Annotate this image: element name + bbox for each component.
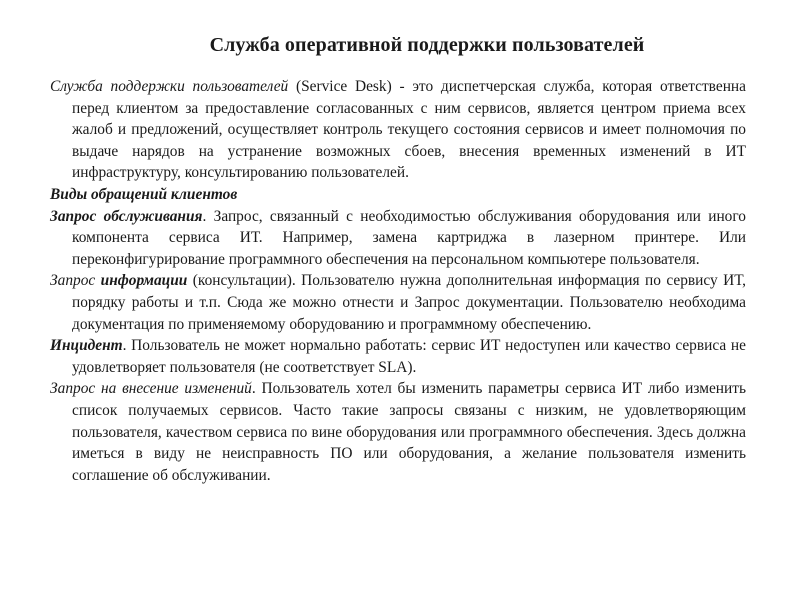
term-service-request: Запрос обслуживания [50, 207, 203, 225]
text-incident: . Пользователь не может нормально работать: сервис ИТ недоступен или качество сервиса не удовлетворяет пользователя (не соответствует SLA). [72, 337, 746, 376]
paragraph-incident [50, 335, 746, 378]
text-service-desk: (Service Desk) - это диспетчерская служба, которая ответственна перед клиентом за предоставление согласованных с ним сервисов, является центром приема всех жалоб и предложений, осуществляет контроль текущего состояния сервисов и имеет полномочия по выдаче нарядов на устранение возможных сбоев, внесения временных изменений в ИТ инфраструктуру, консультированию пользователей. [72, 78, 746, 182]
page-title: Служба оперативной поддержки пользователей [209, 34, 645, 56]
text-service-request: . Запрос, связанный с необходимостью обслуживания оборудования или иного компонента сервиса ИТ. Например, замена картриджа в лазерном принтере. Или переконфигурирование программного обеспечения на персональном компьютере пользователя. [72, 207, 747, 268]
term-change-request: Запрос на внесение изменений [50, 380, 252, 398]
section-heading: Виды обращений клиентов [50, 185, 238, 203]
paragraph-info-request [50, 270, 746, 335]
text-change-request: . Пользователь хотел бы изменить параметры сервиса ИТ либо изменить список получаемых сервисов. Часто такие запросы связаны с низким, не удовлетворяющим пользователя, качеством сервиса по вине оборудования или программного обеспечения. Здесь должна иметься в виду не неисправность ПО или оборудования, а желание пользователя изменить соглашение об обслуживании. [72, 380, 746, 484]
text-info-request: (консультации). Пользователю нужна дополнительная информация по сервису ИТ, порядку работы и т.п. Сюда же можно отнести и Запрос документации. Пользователю необходима документация по применяемому оборудованию и программному обеспечению. [72, 272, 746, 333]
term-info-request-prefix: Запрос [50, 272, 101, 290]
term-service-desk: Служба поддержки пользователей [50, 78, 289, 95]
content-body [50, 76, 746, 486]
paragraph-service-desk [50, 76, 746, 184]
term-info-request: информации [100, 272, 188, 290]
paragraph-change-request [50, 378, 746, 486]
paragraph-service-request [50, 206, 746, 271]
term-incident: Инцидент [50, 337, 123, 355]
